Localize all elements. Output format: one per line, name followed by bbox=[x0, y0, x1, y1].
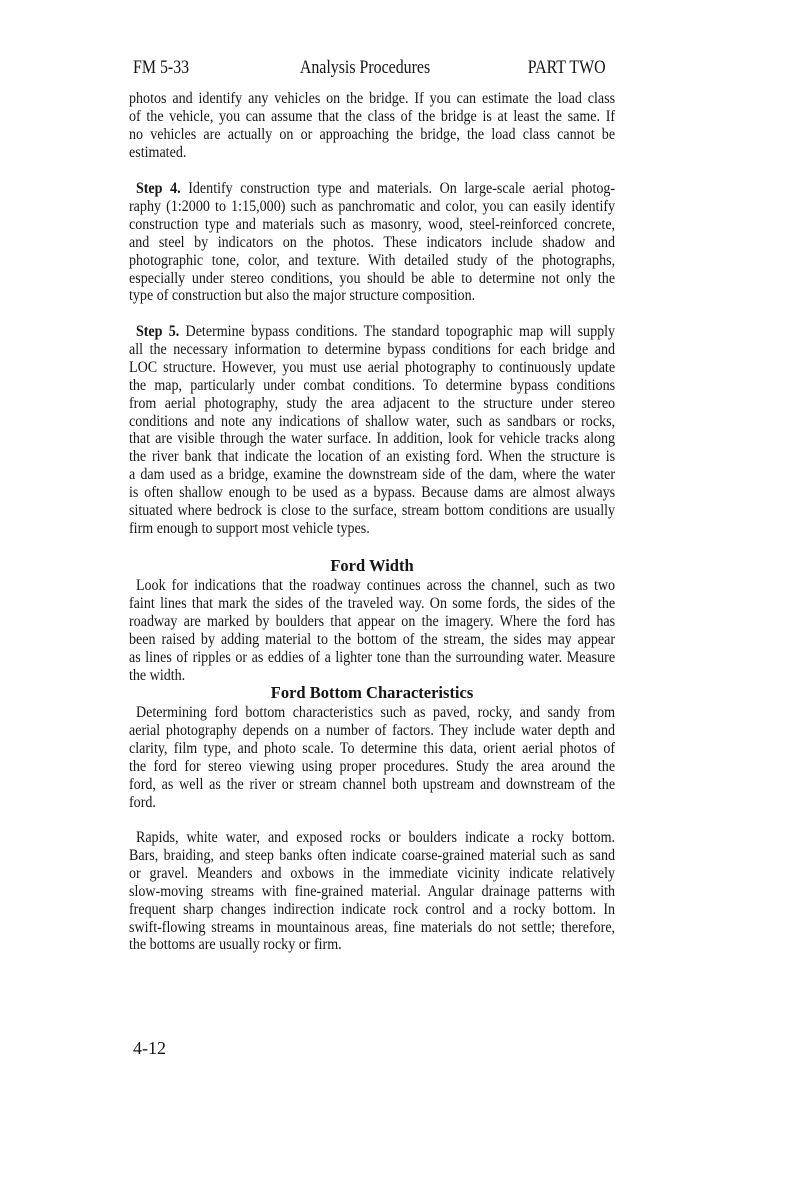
text-line: type of construction but also the major structure composition. bbox=[129, 286, 476, 305]
text-line: all the necessary information to determine bypass conditions for each bridge and bbox=[129, 339, 616, 358]
paragraph-rapids bbox=[129, 829, 615, 954]
text-line: a dam used as a bridge, examine the downstream side of the dam, where the water bbox=[129, 465, 616, 484]
text-line: and steel by indicators on the photos. These indicators include shadow and bbox=[129, 232, 616, 251]
text-line: frequent sharp changes indirection indicate rock control and a rocky bottom. In bbox=[129, 899, 616, 918]
paragraph-ford-bottom bbox=[129, 704, 615, 811]
text-line: Determining ford bottom characteristics such as paved, rocky, and sandy from bbox=[135, 703, 616, 721]
part-label: PART TWO bbox=[527, 58, 606, 78]
paragraph-ford-width bbox=[129, 577, 615, 684]
text-line: situated where bedrock is close to the surface, stream bottom conditions are usually bbox=[129, 501, 616, 520]
text-line: been raised by adding material to the bottom of the stream, the sides may appear bbox=[129, 629, 616, 648]
text-line bbox=[129, 180, 615, 198]
text-line: Look for indications that the roadway continues across the channel, such as two bbox=[135, 576, 616, 594]
text-line: the river bank that indicate the location of an existing ford. When the structure is bbox=[129, 447, 616, 466]
text-line: estimated. bbox=[129, 142, 187, 161]
text-line: firm enough to support most vehicle types. bbox=[129, 518, 370, 537]
text-line: ford. bbox=[129, 792, 156, 811]
section-heading-ford-bottom: Ford Bottom Characteristics bbox=[270, 683, 474, 702]
text-line: Rapids, white water, and exposed rocks or boulders indicate a rocky bottom. bbox=[135, 828, 616, 846]
text-line: from aerial photography, study the area adjacent to the structure under stereo bbox=[129, 393, 616, 412]
text-line: or gravel. Meanders and oxbows in the immediate vicinity indicate relatively bbox=[129, 863, 616, 882]
running-header bbox=[133, 58, 615, 82]
text-line: ford, as well as the river or stream channel both upstream and downstream of the bbox=[129, 774, 616, 793]
text-line: Bars, braiding, and steep banks often indicate coarse-grained material such as sand bbox=[129, 845, 616, 864]
text-line: raphy (1:2000 to 1:15,000) such as panchromatic and color, you can easily identify bbox=[129, 196, 616, 215]
text-line: slow-moving streams with fine-grained material. Angular drainage patterns with bbox=[129, 881, 616, 900]
text-line: the bottoms are usually rocky or firm. bbox=[129, 935, 342, 954]
text-line: aerial photography depends on a number of factors. They include water depth and bbox=[129, 720, 616, 739]
text-line: construction type and materials such as masonry, wood, steel-reinforced concrete, bbox=[129, 214, 616, 233]
text-line: that are visible through the water surface. In addition, look for vehicle tracks along bbox=[129, 429, 616, 448]
page-number: 4-12 bbox=[133, 1038, 166, 1058]
step-4-label: Step 4. bbox=[135, 179, 181, 197]
step-5-label: Step 5. bbox=[135, 322, 180, 340]
text-line: conditions and note any indications of shallow water, such as sandbars or rocks, bbox=[129, 411, 616, 430]
text-line: swift-flowing streams in mountainous areas, fine materials do not settle; therefore, bbox=[129, 917, 616, 936]
text-line: photos and identify any vehicles on the bridge. If you can estimate the load class bbox=[129, 89, 616, 107]
paragraph-step-5 bbox=[129, 323, 615, 538]
text-line: photographic tone, color, and texture. With detailed study of the photographs, bbox=[129, 250, 616, 269]
text-line: the width. bbox=[129, 665, 186, 684]
text-line: is often shallow enough to be used as a bypass. Because dams are almost always bbox=[129, 483, 616, 502]
text-line bbox=[129, 323, 615, 341]
text-line: no vehicles are actually on or approaching the bridge, the load class cannot be bbox=[129, 124, 616, 143]
text-line: of the vehicle, you can assume that the class of the bridge is at least the same. If bbox=[129, 106, 616, 125]
section-title: Analysis Procedures bbox=[299, 58, 431, 78]
text-line: LOC structure. However, you must use aerial photography to continuously update bbox=[129, 357, 616, 376]
text-line: faint lines that mark the sides of the traveled way. On some fords, the sides of the bbox=[129, 593, 616, 612]
text-line: the map, particularly under combat conditions. To determine bypass conditions bbox=[129, 375, 616, 394]
text-line: as lines of ripples or as eddies of a lighter tone than the surrounding water. Measure bbox=[129, 647, 616, 666]
text-line: especially under stereo conditions, you should be able to determine not only the bbox=[129, 268, 616, 287]
text-line: clarity, film type, and photo scale. To determine this data, orient aerial photos of bbox=[129, 738, 616, 757]
paragraph-step-4 bbox=[129, 180, 615, 305]
text-line: roadway are marked by boulders that appear on the imagery. Where the ford has bbox=[129, 611, 616, 630]
section-heading-ford-width: Ford Width bbox=[330, 556, 414, 575]
step-5-text: Determine bypass conditions. The standard topographic map will supply bbox=[179, 322, 616, 340]
manual-number: FM 5-33 bbox=[133, 58, 190, 78]
step-4-text: Identify construction type and materials. On large-scale aerial photog- bbox=[180, 179, 616, 197]
text-line: the ford for stereo viewing using proper procedures. Study the area around the bbox=[129, 756, 616, 775]
paragraph-continuation bbox=[129, 90, 615, 162]
